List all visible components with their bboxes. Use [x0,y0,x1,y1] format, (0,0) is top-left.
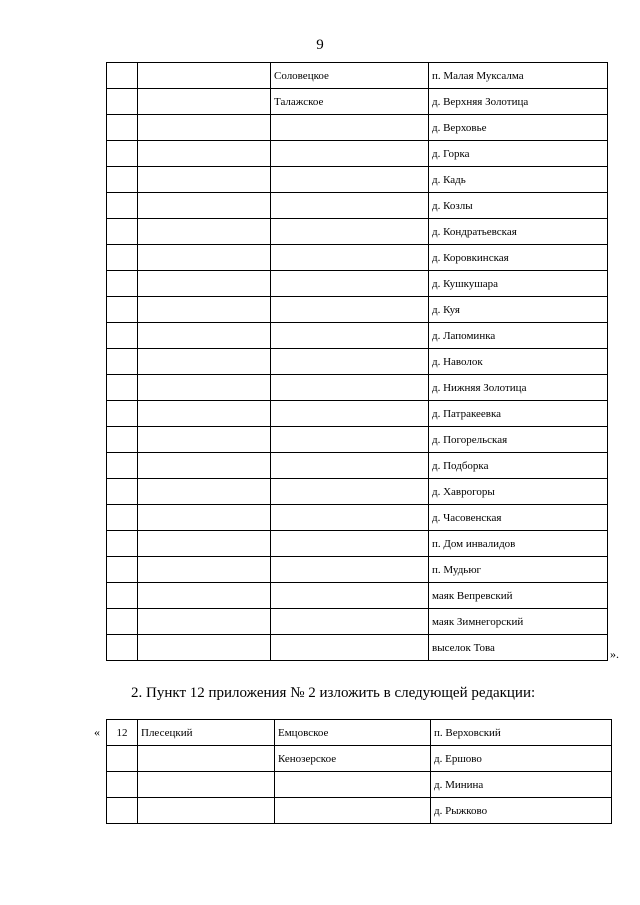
number-cell [107,401,138,427]
number-cell [107,583,138,609]
settlement-cell: маяк Вепревский [429,583,608,609]
number-cell [107,63,138,89]
municipality-cell [271,323,429,349]
municipality-cell [271,219,429,245]
number-cell [107,479,138,505]
district-cell [138,583,271,609]
number-cell [107,219,138,245]
district-cell [138,635,271,661]
municipality-cell [271,245,429,271]
municipality-cell [271,427,429,453]
municipality-cell [271,505,429,531]
settlement-cell: выселок Това [429,635,608,661]
municipality-cell [271,375,429,401]
district-cell [138,609,271,635]
municipality-cell [271,271,429,297]
settlement-cell: п. Дом инвалидов [429,531,608,557]
number-cell [107,167,138,193]
table-row [107,772,612,798]
municipality-cell [271,141,429,167]
table-row [107,635,608,661]
settlements-table-continuation [106,62,608,661]
table-row [107,720,612,746]
table-row [107,63,608,89]
table-row [107,505,608,531]
district-cell [138,115,271,141]
table-row [107,557,608,583]
number-cell [107,245,138,271]
district-cell [138,219,271,245]
municipality-cell [271,453,429,479]
table-row [107,453,608,479]
municipality-cell [271,401,429,427]
number-cell [107,89,138,115]
table-row [107,115,608,141]
settlement-cell: д. Нижняя Золотица [429,375,608,401]
settlement-cell: п. Мудьюг [429,557,608,583]
settlement-cell: д. Коровкинская [429,245,608,271]
district-cell [138,557,271,583]
settlement-cell: д. Погорельская [429,427,608,453]
closing-quote: ». [610,647,619,661]
table-row [107,323,608,349]
municipality-cell [271,531,429,557]
district-cell [138,245,271,271]
table-row [107,798,612,824]
number-cell [107,798,138,824]
table-row [107,531,608,557]
number-cell: 12 [107,720,138,746]
number-cell [107,115,138,141]
settlement-cell: д. Верховье [429,115,608,141]
item-12-table [106,719,612,824]
district-cell [138,772,275,798]
settlement-cell: д. Кондратьевская [429,219,608,245]
number-cell [107,375,138,401]
district-cell [138,427,271,453]
district-cell [138,271,271,297]
number-cell [107,531,138,557]
settlement-cell: д. Минина [431,772,612,798]
number-cell [107,297,138,323]
number-cell [107,323,138,349]
district-cell [138,746,275,772]
table-row [107,219,608,245]
municipality-cell [271,115,429,141]
municipality-cell [271,349,429,375]
district-cell [138,453,271,479]
municipality-cell [271,193,429,219]
table-row [107,479,608,505]
number-cell [107,141,138,167]
number-cell [107,772,138,798]
municipality-cell [275,798,431,824]
table-row [107,167,608,193]
table-row [107,89,608,115]
table-row [107,583,608,609]
district-cell [138,89,271,115]
number-cell [107,193,138,219]
table-row [107,245,608,271]
number-cell [107,505,138,531]
table-row [107,271,608,297]
district-cell [138,349,271,375]
table-row [107,193,608,219]
table-row [107,401,608,427]
settlement-cell: д. Горка [429,141,608,167]
page-number: 9 [316,37,324,53]
number-cell [107,635,138,661]
municipality-cell [271,297,429,323]
district-cell [138,375,271,401]
number-cell [107,271,138,297]
district-cell [138,505,271,531]
district-cell [138,141,271,167]
settlement-cell: д. Верхняя Золотица [429,89,608,115]
municipality-cell: Соловецкое [271,63,429,89]
number-cell [107,557,138,583]
number-cell [107,609,138,635]
municipality-cell [275,772,431,798]
table-row [107,141,608,167]
table-row [107,427,608,453]
instruction-text: 2. Пункт 12 приложения № 2 изложить в следующей редакции: [131,685,536,701]
settlement-cell: д. Кадь [429,167,608,193]
settlement-cell: д. Куя [429,297,608,323]
settlement-cell: д. Патракеевка [429,401,608,427]
settlement-cell: д. Хаврогоры [429,479,608,505]
settlement-cell: д. Наволок [429,349,608,375]
municipality-cell [271,609,429,635]
district-cell [138,798,275,824]
settlement-cell: д. Кушкушара [429,271,608,297]
number-cell [107,746,138,772]
opening-quote: « [94,725,100,739]
municipality-cell: Талажское [271,89,429,115]
district-cell [138,167,271,193]
settlement-cell: д. Подборка [429,453,608,479]
number-cell [107,427,138,453]
district-cell [138,401,271,427]
municipality-cell [271,557,429,583]
settlement-cell: п. Верховский [431,720,612,746]
municipality-cell [271,583,429,609]
number-cell [107,453,138,479]
district-cell [138,531,271,557]
municipality-cell: Кенозерское [275,746,431,772]
municipality-cell [271,167,429,193]
municipality-cell [271,479,429,505]
table-row [107,349,608,375]
district-cell [138,323,271,349]
table-row [107,375,608,401]
settlement-cell: д. Лапоминка [429,323,608,349]
settlement-cell: д. Рыжково [431,798,612,824]
settlement-cell: маяк Зимнегорский [429,609,608,635]
district-cell: Плесецкий [138,720,275,746]
number-cell [107,349,138,375]
municipality-cell [271,635,429,661]
district-cell [138,479,271,505]
district-cell [138,297,271,323]
settlement-cell: д. Козлы [429,193,608,219]
settlement-cell: п. Малая Муксалма [429,63,608,89]
district-cell [138,63,271,89]
settlement-cell: д. Ершово [431,746,612,772]
municipality-cell: Емцовское [275,720,431,746]
table-row [107,297,608,323]
settlement-cell: д. Часовенская [429,505,608,531]
table-row [107,609,608,635]
district-cell [138,193,271,219]
table-row [107,746,612,772]
